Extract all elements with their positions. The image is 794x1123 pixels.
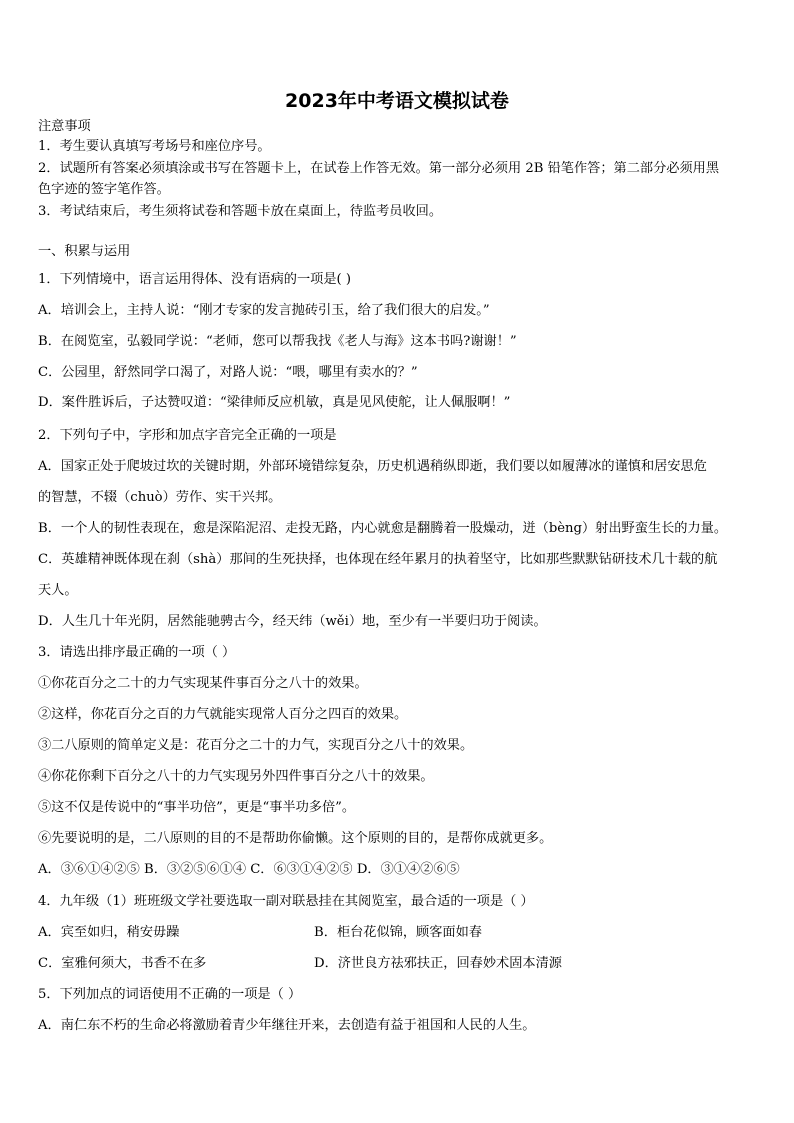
q1-stem: 1．下列情境中，语言运用得体、没有语病的一项是( ) xyxy=(38,272,351,287)
q3-sentence-1: ①你花百分之二十的力气实现某件事百分之八十的效果。 xyxy=(38,676,368,691)
q2-option-a-cont: 的智慧，不辍（chuò）劳作、实干兴邦。 xyxy=(38,490,282,505)
q1-option-a: A．培训会上，主持人说：“刚才专家的发言抛砖引玉，给了我们很大的启发。” xyxy=(38,303,490,318)
q3-sentence-4: ④你花你剩下百分之八十的力气实现另外四件事百分之八十的效果。 xyxy=(38,769,434,784)
q1-option-d: D．案件胜诉后，子达赞叹道：“梁律师反应机敏，真是见风使舵，让人佩服啊！” xyxy=(38,395,511,410)
q5-option-a: A．南仁东不朽的生命必将激励着青少年继往开来，去创造有益于祖国和人民的人生。 xyxy=(38,1018,536,1033)
q5-stem: 5．下列加点的词语使用不正确的一项是（ ） xyxy=(38,987,302,1002)
notice-heading: 注意事项 xyxy=(38,119,91,134)
q3-sentence-6: ⑥先要说明的是，二八原则的目的不是帮助你偷懒。这个原则的目的，是帮你成就更多。 xyxy=(38,831,553,846)
exam-title: 2023年中考语文模拟试卷 xyxy=(285,90,509,112)
q3-sentence-5: ⑤这不仅是传说中的“事半功倍”，更是“事半功多倍”。 xyxy=(38,800,356,815)
notice-item-2: 2．试题所有答案必须填涂或书写在答题卡上，在试卷上作答无效。第一部分必须用 2B 铅笔作答；第二部分必须用黑 xyxy=(38,161,720,176)
q4-option-d: D．济世良方祛邪扶正，回春妙术固本清源 xyxy=(314,956,562,971)
q4-stem: 4．九年级（1）班班级文学社要选取一副对联悬挂在其阅览室，最合适的一项是（ ） xyxy=(38,894,534,909)
q3-sentence-3: ③二八原则的简单定义是：花百分之二十的力气，实现百分之八十的效果。 xyxy=(38,738,474,753)
notice-item-2-cont: 色字迹的签字笔作答。 xyxy=(38,182,170,197)
q3-stem: 3．请选出排序最正确的一项（ ） xyxy=(38,645,236,660)
q4-option-c: C．室雅何须大，书香不在多 xyxy=(38,956,207,971)
q2-option-a: A．国家正处于爬坡过坎的关键时期，外部环境错综复杂，历史机遇稍纵即逝，我们要以如履薄冰的谨慎和居安思危 xyxy=(38,459,707,474)
q2-option-c: C．英雄精神既体现在刹（shà）那间的生死抉择，也体现在经年累月的执着坚守，比如那些默默钻研技术几十载的航 xyxy=(38,552,718,567)
notice-item-1: 1．考生要认真填写考场号和座位序号。 xyxy=(38,139,271,154)
q1-option-c: C．公园里，舒然同学口渴了，对路人说：“喂，哪里有卖水的？” xyxy=(38,365,418,380)
q2-option-b: B．一个人的韧性表现在，愈是深陷泥沼、走投无路，内心就愈是翻腾着一股燥动，迸（bèng）射出野蛮生长的力量。 xyxy=(38,521,728,536)
q2-option-c-cont: 天人。 xyxy=(38,583,78,598)
q2-stem: 2．下列句子中，字形和加点字音完全正确的一项是 xyxy=(38,428,337,443)
q4-option-a: A．宾至如归，稍安毋躁 xyxy=(38,925,180,940)
notice-item-3: 3．考试结束后，考生须将试卷和答题卡放在桌面上，待监考员收回。 xyxy=(38,204,443,219)
q1-option-b: B．在阅览室，弘毅同学说：“老师，您可以帮我找《老人与海》这本书吗?谢谢！” xyxy=(38,334,517,349)
q4-option-b: B．柜台花似锦，顾客面如春 xyxy=(314,925,482,940)
q2-option-d: D．人生几十年光阴，居然能驰骋古今，经天纬（wěi）地，至少有一半要归功于阅读。 xyxy=(38,614,547,629)
section-heading: 一、积累与运用 xyxy=(38,244,131,259)
q3-options: A．③⑥①④②⑤ B．③②⑤⑥①④ C．⑥③①④②⑤ D．③①④②⑥⑤ xyxy=(38,862,460,877)
q3-sentence-2: ②这样，你花百分之百的力气就能实现常人百分之四百的效果。 xyxy=(38,707,408,722)
